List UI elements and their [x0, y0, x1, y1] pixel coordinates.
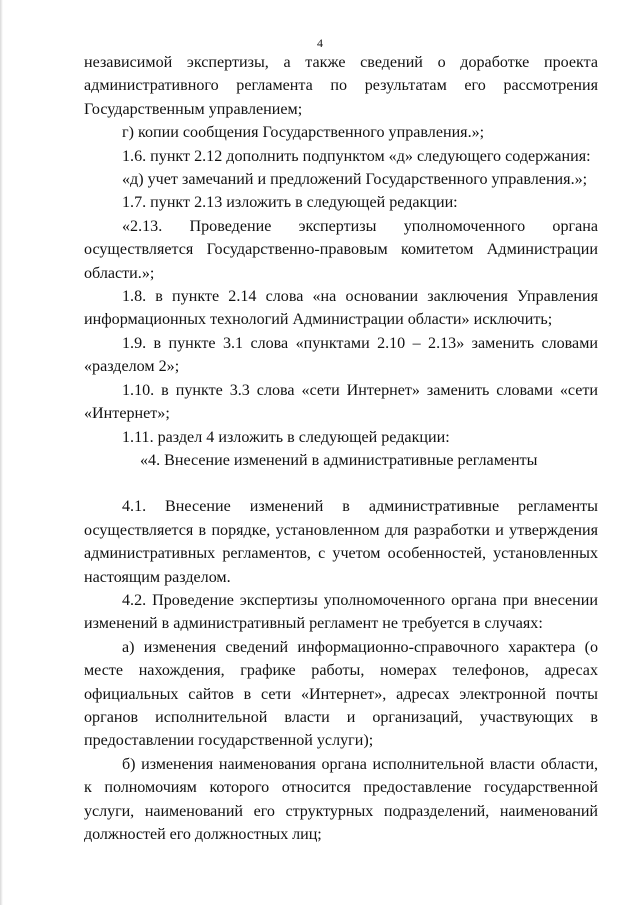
paragraph-4-2: 4.2. Проведение экспертизы уполномоченного органа при внесении изменений в административный регламент не требуется в случаях:: [84, 591, 598, 633]
paragraph-1-9: 1.9. в пункте 3.1 слова «пунктами 2.10 – 2.13» заменить словами «разделом 2»;: [84, 334, 598, 376]
section-4-heading: «4. Внесение изменений в административные регламенты: [140, 451, 538, 469]
paragraph-1-8: 1.8. в пункте 2.14 слова «на основании заключения Управления информационных технологий Администрации области» исключить;: [84, 288, 598, 329]
page-number: 4: [317, 36, 323, 50]
paragraph-item-a: а) изменения сведений информационно-справочного характера (о месте нахождения, графике работы, номерах телефонов, адресах официальных сайтов в сети «Интернет», адресах электронной почты органов исполнительной власти и организаций, участвующих в предоставлении государственной услуги);: [84, 638, 598, 750]
paragraph-1-7: 1.7. пункт 2.13 изложить в следующей редакции:: [122, 194, 458, 212]
paragraph-2-13: «2.13. Проведение экспертизы уполномоченного органа осуществляется Государственно-правовым комитетом Администрации области.»;: [84, 217, 598, 282]
scan-edge: [0, 0, 3, 905]
paragraph-4-1: 4.1. Внесение изменений в административные регламенты осуществляется в порядке, установленном для разработки и утверждения административных регламентов, с учетом особенностей, установленных настоящим разделом.: [84, 498, 598, 586]
paragraph-item-b: б) изменения наименования органа исполнительной власти области, к полномочиям которого относится предоставление государственной услуги, наименований его структурных подразделений, наименований должностей его должностных лиц;: [84, 755, 598, 843]
paragraph-1-6: 1.6. пункт 2.12 дополнить подпунктом «д» следующего содержания:: [122, 147, 591, 165]
section-gap: [84, 472, 598, 495]
paragraph-1-11: 1.11. раздел 4 изложить в следующей редакции:: [122, 428, 450, 446]
paragraph-item-g: г) копии сообщения Государственного управления.»;: [122, 124, 485, 142]
document-body: [84, 51, 598, 846]
paragraph-item-d: «д) учет замечаний и предложений Государственного управления.»;: [122, 171, 588, 189]
paragraph-continuation: независимой экспертизы, а также сведений о доработке проекта административного регламента по результатам его рассмотрения Государственным управлением;: [84, 54, 598, 118]
paragraph-1-10: 1.10. в пункте 3.3 слова «сети Интернет» заменить словами «сети «Интернет»;: [84, 381, 598, 423]
